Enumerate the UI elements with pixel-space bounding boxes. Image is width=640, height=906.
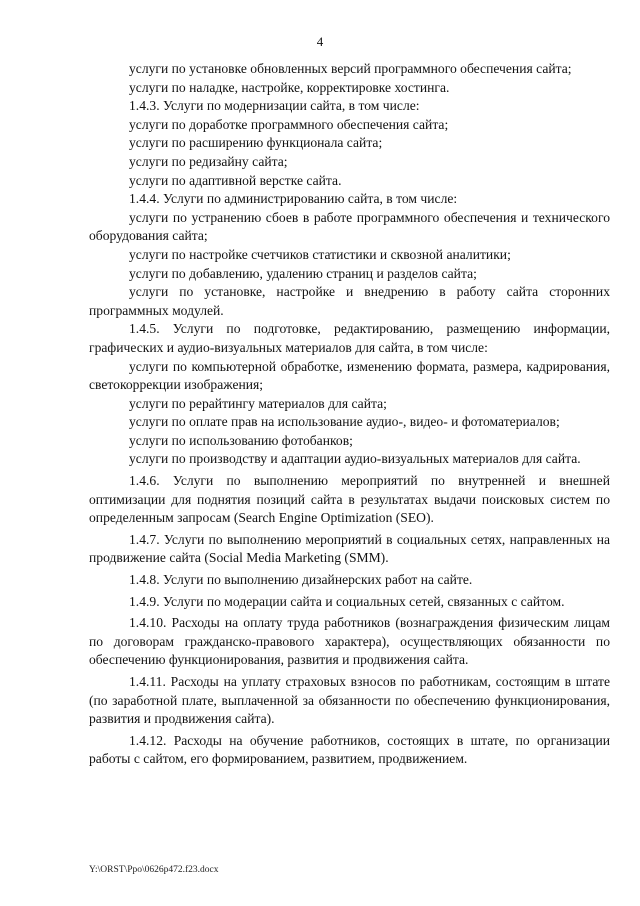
section-heading-1-4-4: 1.4.4. Услуги по администрированию сайта, в том числе: <box>129 191 458 207</box>
section-1-4-8: 1.4.8. Услуги по выполнению дизайнерских работ на сайте. <box>129 572 473 588</box>
section-heading-1-4-3: 1.4.3. Услуги по модернизации сайта, в том числе: <box>129 98 420 114</box>
section-1-4-12: 1.4.12. Расходы на обучение работников, состоящих в штате, по организации работы с сайтом, его формированием, развитием, продвижением. <box>89 732 610 767</box>
paragraph: услуги по установке, настройке и внедрению в работу сайта сторонних программных модулей. <box>89 284 610 318</box>
page-number: 4 <box>316 34 324 49</box>
section-1-4-10: 1.4.10. Расходы на оплату труда работников (вознаграждения физическим лицам по договорам гражданско-правового характера), осуществляющих обязанности по обеспечению функционирования, развития и продвижения сайта. <box>89 615 610 668</box>
section-1-4-7: 1.4.7. Услуги по выполнению мероприятий в социальных сетях, направленных на продвижение сайта (Social Media Marketing (SMM). <box>89 531 610 566</box>
paragraph: услуги по доработке программного обеспечения сайта; <box>129 116 449 132</box>
footer-file-path: Y:\ORST\Ppo\0626p472.f23.docx <box>89 865 219 875</box>
paragraph: услуги по расширению функционала сайта; <box>129 135 383 151</box>
paragraph: услуги по наладке, настройке, корректировке хостинга. <box>129 79 450 95</box>
paragraph: услуги по использованию фотобанков; <box>129 432 353 448</box>
paragraph: услуги по устранению сбоев в работе программного обеспечения и технического оборудования сайта; <box>89 209 610 244</box>
document-body <box>89 60 610 769</box>
paragraph: услуги по редизайну сайта; <box>129 153 288 169</box>
paragraph: услуги по настройке счетчиков статистики и сквозной аналитики; <box>129 246 511 262</box>
paragraph: услуги по рерайтингу материалов для сайта; <box>129 395 387 411</box>
paragraph: услуги по установке обновленных версий программного обеспечения сайта; <box>129 61 572 76</box>
paragraph: услуги по адаптивной верстке сайта. <box>129 172 342 188</box>
section-1-4-9: 1.4.9. Услуги по модерации сайта и социальных сетей, связанных с сайтом. <box>129 593 565 609</box>
section-1-4-11: 1.4.11. Расходы на уплату страховых взносов по работникам, состоящим в штате (по заработной плате, выплаченной за обязанности по обеспечению функционирования, развития и продвижения сайта). <box>89 674 610 727</box>
paragraph: услуги по добавлению, удалению страниц и разделов сайта; <box>129 265 477 281</box>
paragraph: услуги по производству и адаптации аудио-визуальных материалов для сайта. <box>129 451 581 467</box>
paragraph: услуги по компьютерной обработке, изменению формата, размера, кадрирования, светокоррекции изображения; <box>89 358 610 393</box>
section-1-4-6: 1.4.6. Услуги по выполнению мероприятий по внутренней и внешней оптимизации для поднятия позиций сайта в результатах выдачи поисковых систем по определенным запросам (Search Engine Optimization (SEO). <box>89 473 610 526</box>
section-heading-1-4-5: 1.4.5. Услуги по подготовке, редактированию, размещению информации, графических и аудио-визуальных материалов для сайта, в том числе: <box>89 321 610 355</box>
paragraph: услуги по оплате прав на использование аудио-, видео- и фотоматериалов; <box>129 414 560 430</box>
